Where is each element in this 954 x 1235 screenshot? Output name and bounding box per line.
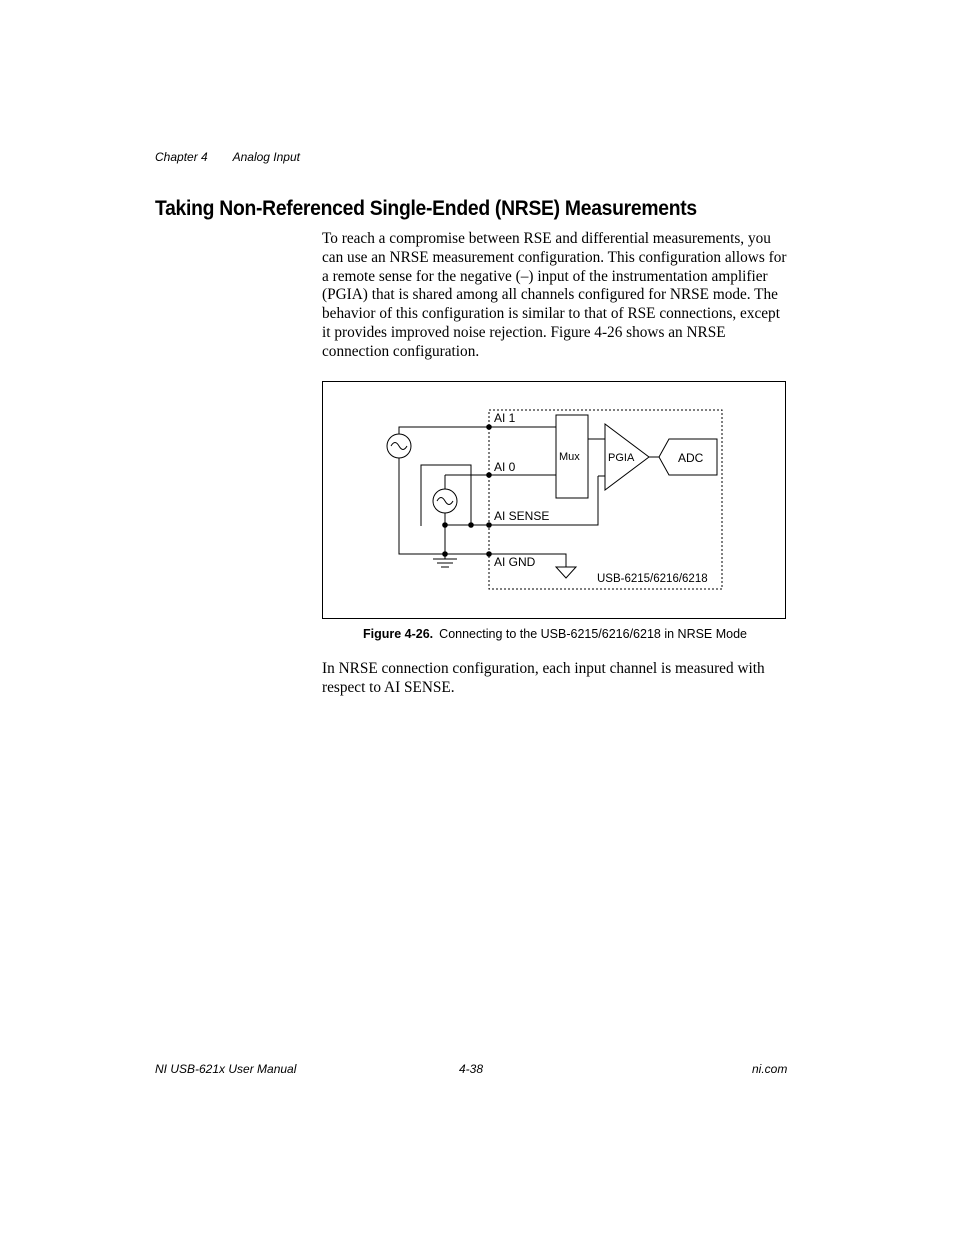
running-header — [155, 150, 322, 164]
label-pgia: PGIA — [608, 452, 635, 464]
label-ai1: AI 1 — [494, 411, 516, 425]
sine-wave-icon — [437, 498, 453, 505]
chassis-ground-icon — [556, 567, 576, 578]
label-device: USB-6215/6216/6218 — [597, 573, 708, 585]
header-chapter: Chapter 4 — [155, 150, 208, 164]
label-mux: Mux — [559, 451, 580, 463]
section-title: Taking Non-Referenced Single-Ended (NRSE) Measurements — [155, 197, 697, 220]
figure-caption — [363, 627, 747, 641]
figure-number: Figure 4-26. — [363, 627, 434, 641]
followup-paragraph: In NRSE connection configuration, each input channel is measured with respect to AI SENSE. — [322, 660, 765, 696]
label-ai0: AI 0 — [494, 460, 516, 474]
header-section: Analog Input — [232, 150, 300, 164]
footer-manual-title: NI USB-621x User Manual — [155, 1062, 297, 1076]
footer-page-number: 4-38 — [459, 1062, 484, 1076]
footer-website: ni.com — [752, 1062, 788, 1076]
label-ai-sense: AI SENSE — [494, 509, 550, 523]
sine-wave-icon — [391, 443, 407, 450]
label-adc: ADC — [678, 451, 704, 465]
figure-caption-text: Connecting to the USB-6215/6216/6218 in NRSE Mode — [439, 627, 748, 641]
diagram-canvas — [323, 382, 785, 618]
nrse-wiring-diagram — [322, 381, 786, 619]
label-ai-gnd: AI GND — [494, 555, 536, 569]
intro-paragraph: To reach a compromise between RSE and differential measurements, you can use an NRSE measurement configuration. This configuration allows for a remote sense for the negative (–) input of the instrumentation amplifier (PGIA) that is shared among all channels configured for NRSE mode. The behavior of this configuration is similar to that of RSE connections, except it provides improved noise rejection. Figure 4-26 shows an NRSE connection configuration. — [322, 230, 787, 360]
